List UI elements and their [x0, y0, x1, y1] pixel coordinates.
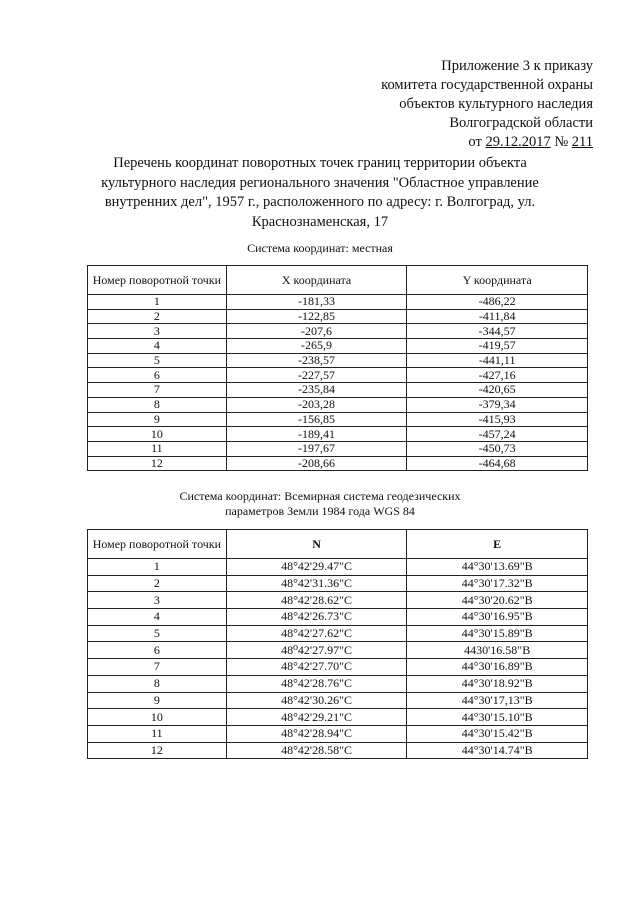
coord-1-cell: -235,84	[226, 383, 407, 398]
wgs-caption-line-1: Система координат: Всемирная система геодезических	[179, 489, 461, 503]
appendix-line-4: Волгоградской области	[449, 115, 593, 131]
coord-1-cell: -207,6	[226, 324, 407, 339]
coord-1-cell: -122,85	[226, 309, 407, 324]
wgs-caption-line-2: параметров Земли 1984 года WGS 84	[225, 504, 415, 518]
table-row	[88, 441, 588, 456]
coord-2-cell: -441,11	[407, 353, 588, 368]
coord-1-cell: 48°42'26.73"С	[226, 609, 407, 626]
coord-1-cell: 48°42'30.26"С	[226, 692, 407, 709]
table-row	[88, 725, 588, 742]
point-number-cell: 3	[88, 324, 227, 339]
point-number-cell: 12	[88, 456, 227, 471]
wgs-coordinates-table	[87, 529, 588, 759]
point-number-cell: 7	[88, 659, 227, 676]
point-number-cell: 7	[88, 383, 227, 398]
point-number-cell: 11	[88, 725, 227, 742]
coord-2-cell: 44°30'15.89"В	[407, 625, 588, 642]
coord-2-cell: -419,57	[407, 339, 588, 354]
header-y: Y координата	[407, 266, 588, 295]
point-number-cell: 4	[88, 609, 227, 626]
point-number-cell: 1	[88, 295, 227, 310]
table-row	[88, 559, 588, 576]
coord-2-cell: -457,24	[407, 427, 588, 442]
local-coordinates-table	[87, 265, 588, 471]
title-line-4: Краснознаменская, 17	[251, 213, 389, 230]
table-row	[88, 709, 588, 726]
coord-2-cell: -486,22	[407, 295, 588, 310]
coord-1-cell: 48°42'27.62"С	[226, 625, 407, 642]
wgs-system-caption	[0, 489, 640, 519]
table-row	[88, 659, 588, 676]
point-number-cell: 10	[88, 427, 227, 442]
local-system-caption: Система координат: местная	[247, 241, 393, 255]
header-x: X координата	[226, 266, 407, 295]
coord-1-cell: -181,33	[226, 295, 407, 310]
coord-1-cell: 48°42'28.94"С	[226, 725, 407, 742]
table-row	[88, 625, 588, 642]
table-header-row	[88, 530, 588, 559]
coord-2-cell: 4430'16.58"В	[407, 642, 588, 659]
coord-1-cell: -189,41	[226, 427, 407, 442]
coord-1-cell: 48°42'29.47"С	[226, 559, 407, 576]
table-row	[88, 383, 588, 398]
table-row	[88, 742, 588, 759]
header-n: N	[226, 530, 407, 559]
coord-2-cell: 44°30'16.89"В	[407, 659, 588, 676]
coord-1-cell: -265,9	[226, 339, 407, 354]
coord-2-cell: 44°30'16.95"В	[407, 609, 588, 626]
coord-2-cell: -450,73	[407, 441, 588, 456]
point-number-cell: 6	[88, 368, 227, 383]
coord-2-cell: 44°30'15.10"В	[407, 709, 588, 726]
point-number-cell: 6	[88, 642, 227, 659]
coord-2-cell: 44°30'17,13"В	[407, 692, 588, 709]
point-number-cell: 4	[88, 339, 227, 354]
table-row	[88, 412, 588, 427]
table-row	[88, 642, 588, 659]
coord-1-cell: -156,85	[226, 412, 407, 427]
coord-1-cell: -197,67	[226, 441, 407, 456]
coord-2-cell: 44°30'17.32"В	[407, 575, 588, 592]
title-line-2: культурного наследия регионального значения "Областное управление	[101, 174, 539, 191]
table-row	[88, 339, 588, 354]
point-number-cell: 8	[88, 397, 227, 412]
point-number-cell: 2	[88, 575, 227, 592]
appendix-header	[381, 57, 593, 152]
header-point-number: Номер поворотной точки	[88, 266, 227, 295]
point-number-cell: 3	[88, 592, 227, 609]
table-row	[88, 427, 588, 442]
table-row	[88, 675, 588, 692]
point-number-cell: 9	[88, 692, 227, 709]
coord-2-cell: -427,16	[407, 368, 588, 383]
order-number: 211	[571, 134, 593, 150]
table-row	[88, 368, 588, 383]
coord-1-cell: -203,28	[226, 397, 407, 412]
table-row	[88, 456, 588, 471]
point-number-cell: 1	[88, 559, 227, 576]
coord-2-cell: -464,68	[407, 456, 588, 471]
point-number-cell: 12	[88, 742, 227, 759]
coord-2-cell: 44°30'14.74"В	[407, 742, 588, 759]
coord-1-cell: -227,57	[226, 368, 407, 383]
appendix-line-2: комитета государственной охраны	[381, 77, 593, 93]
coord-1-cell: 48⁰42'27.97"С	[226, 642, 407, 659]
number-sign: №	[554, 134, 569, 150]
coord-1-cell: 48°42'28.62"С	[226, 592, 407, 609]
coord-2-cell: -411,84	[407, 309, 588, 324]
title-line-1: Перечень координат поворотных точек границ территории объекта	[113, 155, 527, 171]
table-row	[88, 575, 588, 592]
table-row	[88, 397, 588, 412]
coord-1-cell: 48°42'28.58"С	[226, 742, 407, 759]
coord-2-cell: 44°30'20.62"В	[407, 592, 588, 609]
coord-2-cell: -344,57	[407, 324, 588, 339]
table-row	[88, 309, 588, 324]
coord-2-cell: -420,65	[407, 383, 588, 398]
point-number-cell: 5	[88, 625, 227, 642]
table-row	[88, 592, 588, 609]
coord-2-cell: 44°30'18.92"В	[407, 675, 588, 692]
point-number-cell: 9	[88, 412, 227, 427]
coord-1-cell: 48°42'29.21"С	[226, 709, 407, 726]
order-date: 29.12.2017	[485, 134, 551, 150]
table-row	[88, 609, 588, 626]
coord-1-cell: -238,57	[226, 353, 407, 368]
point-number-cell: 5	[88, 353, 227, 368]
header-point-number: Номер поворотной точки	[88, 530, 227, 559]
coord-1-cell: 48°42'27.70"С	[226, 659, 407, 676]
date-prefix: от	[468, 134, 482, 150]
point-number-cell: 10	[88, 709, 227, 726]
coord-2-cell: -415,93	[407, 412, 588, 427]
table-row	[88, 324, 588, 339]
coord-1-cell: -208,66	[226, 456, 407, 471]
coord-2-cell: 44°30'13.69"В	[407, 559, 588, 576]
coord-1-cell: 48°42'31.36"С	[226, 575, 407, 592]
coord-2-cell: 44°30'15.42"В	[407, 725, 588, 742]
coord-2-cell: -379,34	[407, 397, 588, 412]
appendix-order-line	[381, 133, 593, 152]
appendix-line-3: объектов культурного наследия	[399, 96, 593, 112]
title-line-3: внутренних дел", 1957 г., расположенного по адресу: г. Волгоград, ул.	[104, 194, 536, 210]
point-number-cell: 11	[88, 441, 227, 456]
appendix-line-1: Приложение 3 к приказу	[441, 58, 593, 74]
coord-1-cell: 48°42'28.76"С	[226, 675, 407, 692]
table-row	[88, 295, 588, 310]
table-row	[88, 353, 588, 368]
header-e: E	[407, 530, 588, 559]
point-number-cell: 8	[88, 675, 227, 692]
point-number-cell: 2	[88, 309, 227, 324]
table-row	[88, 692, 588, 709]
table-header-row	[88, 266, 588, 295]
document-title	[100, 154, 540, 232]
